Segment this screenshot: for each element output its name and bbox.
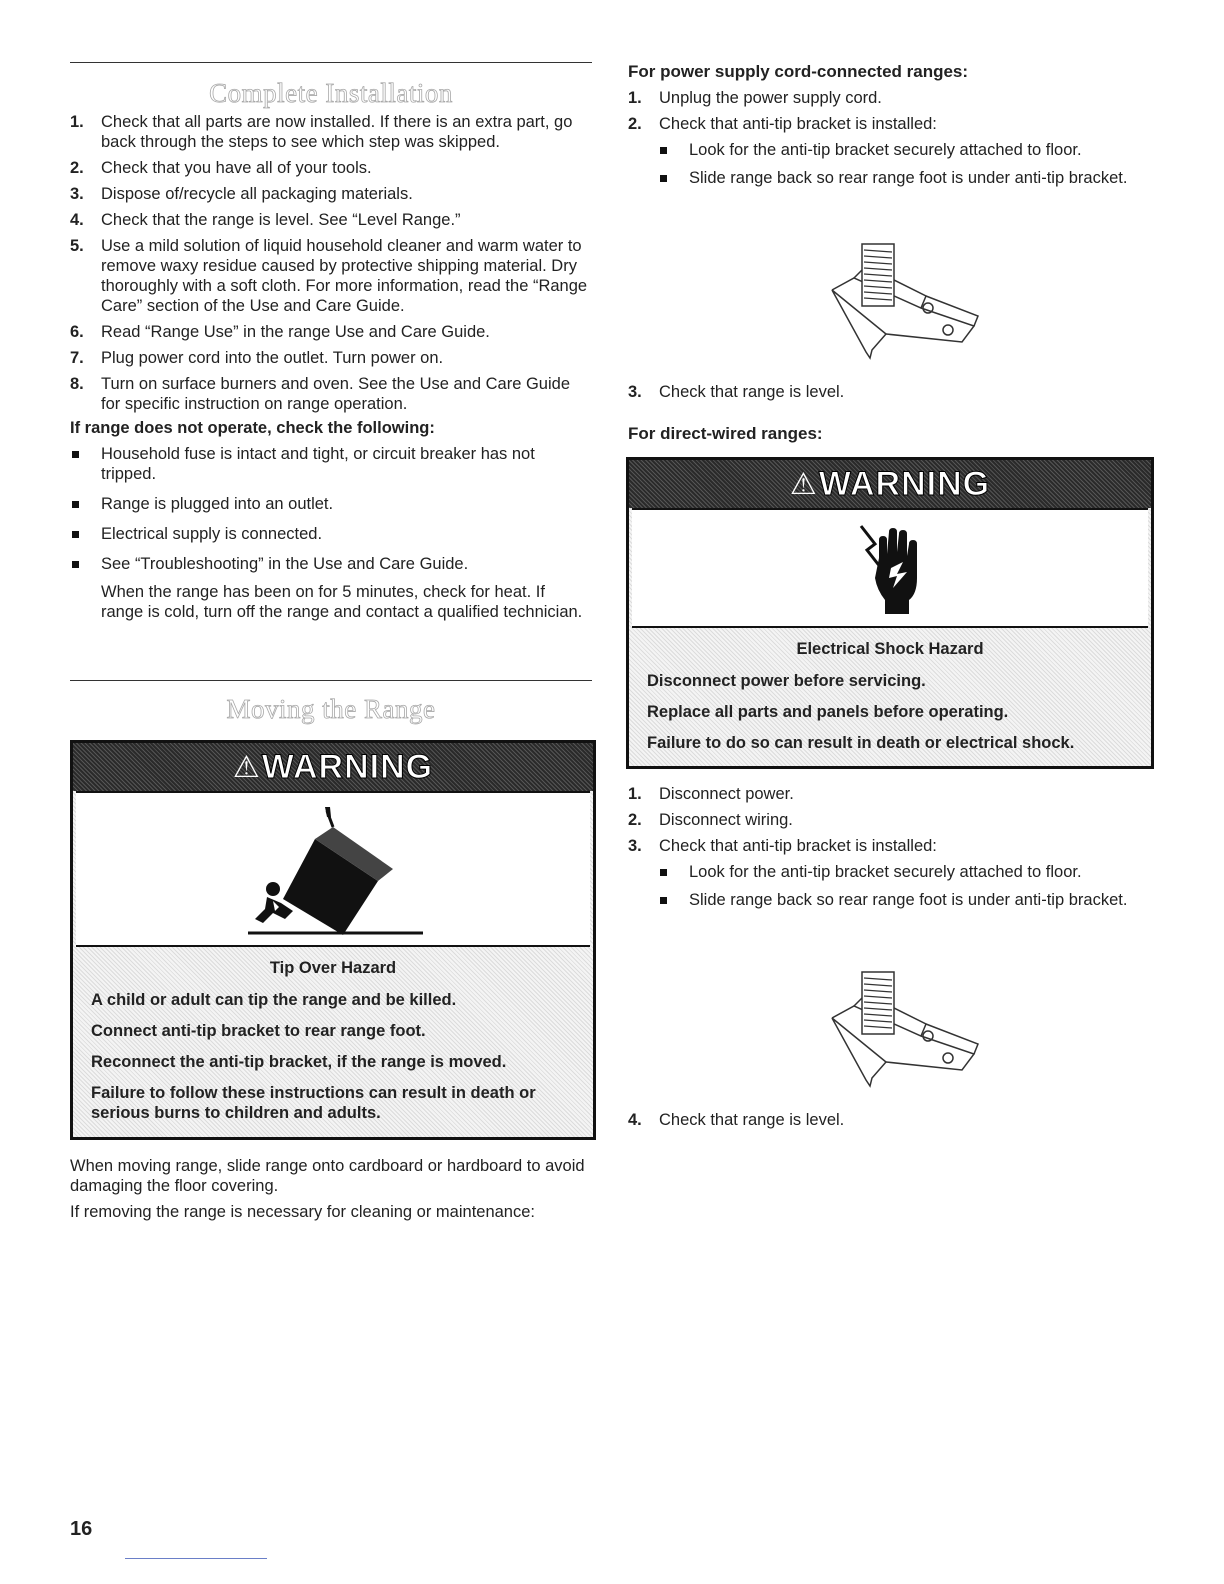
anti-tip-bracket-illustration (826, 966, 986, 1096)
warning-banner: ⚠ WARNING (629, 460, 1151, 508)
moving-paragraph: When moving range, slide range onto cardboard or hardboard to avoid damaging the floor covering. (70, 1157, 585, 1195)
warning-line: Disconnect power before servicing. (647, 672, 926, 690)
list-item: 2. Check that anti-tip bracket is installed: (628, 115, 937, 133)
heat-note: When the range has been on for 5 minutes, check for heat. If range is cold, turn off the range and contact a qualified technician. (101, 583, 583, 621)
list-item: Slide range back so rear range foot is under anti-tip bracket. (628, 890, 1156, 910)
warning-line: Failure to do so can result in death or electrical shock. (647, 734, 1075, 752)
list-item: 3. Dispose of/recycle all packaging materials. (70, 185, 413, 203)
warning-line: Connect anti-tip bracket to rear range foot. (91, 1022, 426, 1040)
section-divider (70, 680, 592, 681)
section-title-complete-installation: Complete Installation (209, 78, 453, 108)
hazard-title: Electrical Shock Hazard (796, 640, 984, 658)
section-divider (70, 62, 592, 63)
warning-line: A child or adult can tip the range and be killed. (91, 991, 457, 1009)
installation-steps (70, 112, 590, 414)
cord-connected-bullets (628, 140, 1156, 188)
list-item: Range is plugged into an outlet. (70, 494, 590, 514)
direct-wired-section (628, 784, 1156, 918)
check-list (70, 444, 590, 574)
list-item: 3. Check that range is level. (628, 383, 845, 401)
list-item: 4. Check that the range is level. See “Level Range.” (70, 211, 461, 229)
tip-over-illustration (76, 791, 590, 947)
warning-text (629, 628, 1151, 770)
bullet-icon (72, 531, 79, 538)
warning-triangle-icon: ⚠ (789, 467, 817, 501)
bullet-icon (660, 147, 667, 154)
check-heading: If range does not operate, check the following: (70, 419, 435, 437)
direct-wired-heading-wrap (628, 424, 1156, 450)
bullet-icon (72, 561, 79, 568)
warning-triangle-icon: ⚠ (232, 750, 260, 784)
cord-connected-section (628, 62, 1156, 196)
list-item: 5. Use a mild solution of liquid household cleaner and warm water to remove waxy residue caused by protective shipping material. Dry thoroughly with a soft cloth. For more information, read the “Range Care” section of the Use and Care Guide. (70, 237, 588, 315)
direct-wired-heading: For direct-wired ranges: (628, 424, 823, 443)
list-item: 1. Unplug the power supply cord. (628, 89, 882, 107)
tipping-range-icon (233, 799, 433, 939)
electrical-shock-warning (626, 457, 1154, 769)
bullet-icon (72, 451, 79, 458)
list-item: 8. Turn on surface burners and oven. See the Use and Care Guide for specific instruction on range operation. (70, 375, 571, 413)
cord-connected-heading: For power supply cord-connected ranges: (628, 62, 969, 81)
page-number: 16 (70, 1518, 93, 1540)
moving-range-notes (70, 1156, 590, 1228)
direct-wired-step4 (628, 1110, 1156, 1136)
bullet-icon (660, 897, 667, 904)
warning-text (73, 947, 593, 1140)
list-item: 2. Disconnect wiring. (628, 811, 793, 829)
warning-line: Failure to follow these instructions can result in death or serious burns to children and adults. (91, 1084, 536, 1122)
list-item: Look for the anti-tip bracket securely attached to floor. (628, 862, 1156, 882)
section-title-moving-range: Moving the Range (226, 694, 436, 724)
list-item: Electrical supply is connected. (70, 524, 590, 544)
bullet-icon (660, 175, 667, 182)
warning-banner: ⚠ WARNING (73, 743, 593, 791)
warning-line: Replace all parts and panels before operating. (647, 703, 1009, 721)
anti-tip-bracket-icon (826, 238, 986, 363)
shock-illustration (632, 508, 1148, 628)
cord-connected-step3 (628, 382, 1156, 408)
tip-over-warning (70, 740, 596, 1140)
footer-rule (125, 1558, 267, 1559)
list-item: 1. Check that all parts are now installed. If there is an extra part, go back through the steps to see which step was skipped. (70, 113, 573, 151)
removing-paragraph: If removing the range is necessary for cleaning or maintenance: (70, 1203, 535, 1221)
electric-shock-hand-icon (855, 518, 925, 618)
cord-connected-steps (628, 88, 1156, 134)
warning-line: Reconnect the anti-tip bracket, if the range is moved. (91, 1053, 507, 1071)
list-item: Household fuse is intact and tight, or circuit breaker has not tripped. (70, 444, 590, 484)
list-item: Slide range back so rear range foot is under anti-tip bracket. (628, 168, 1156, 188)
list-item: 3. Check that anti-tip bracket is installed: (628, 837, 937, 855)
anti-tip-bracket-illustration (826, 238, 986, 368)
complete-installation-section (70, 112, 590, 628)
anti-tip-bracket-icon (826, 966, 986, 1091)
list-item: 7. Plug power cord into the outlet. Turn power on. (70, 349, 444, 367)
hazard-title: Tip Over Hazard (269, 959, 397, 977)
direct-wired-bullets (628, 862, 1156, 910)
list-item: 4. Check that range is level. (628, 1111, 845, 1129)
list-item: 2. Check that you have all of your tools. (70, 159, 372, 177)
list-item: 6. Read “Range Use” in the range Use and Care Guide. (70, 323, 490, 341)
direct-wired-steps (628, 784, 1156, 856)
list-item: Look for the anti-tip bracket securely attached to floor. (628, 140, 1156, 160)
bullet-icon (660, 869, 667, 876)
bullet-icon (72, 501, 79, 508)
list-item: See “Troubleshooting” in the Use and Care Guide. (70, 554, 590, 574)
list-item: 1. Disconnect power. (628, 785, 794, 803)
